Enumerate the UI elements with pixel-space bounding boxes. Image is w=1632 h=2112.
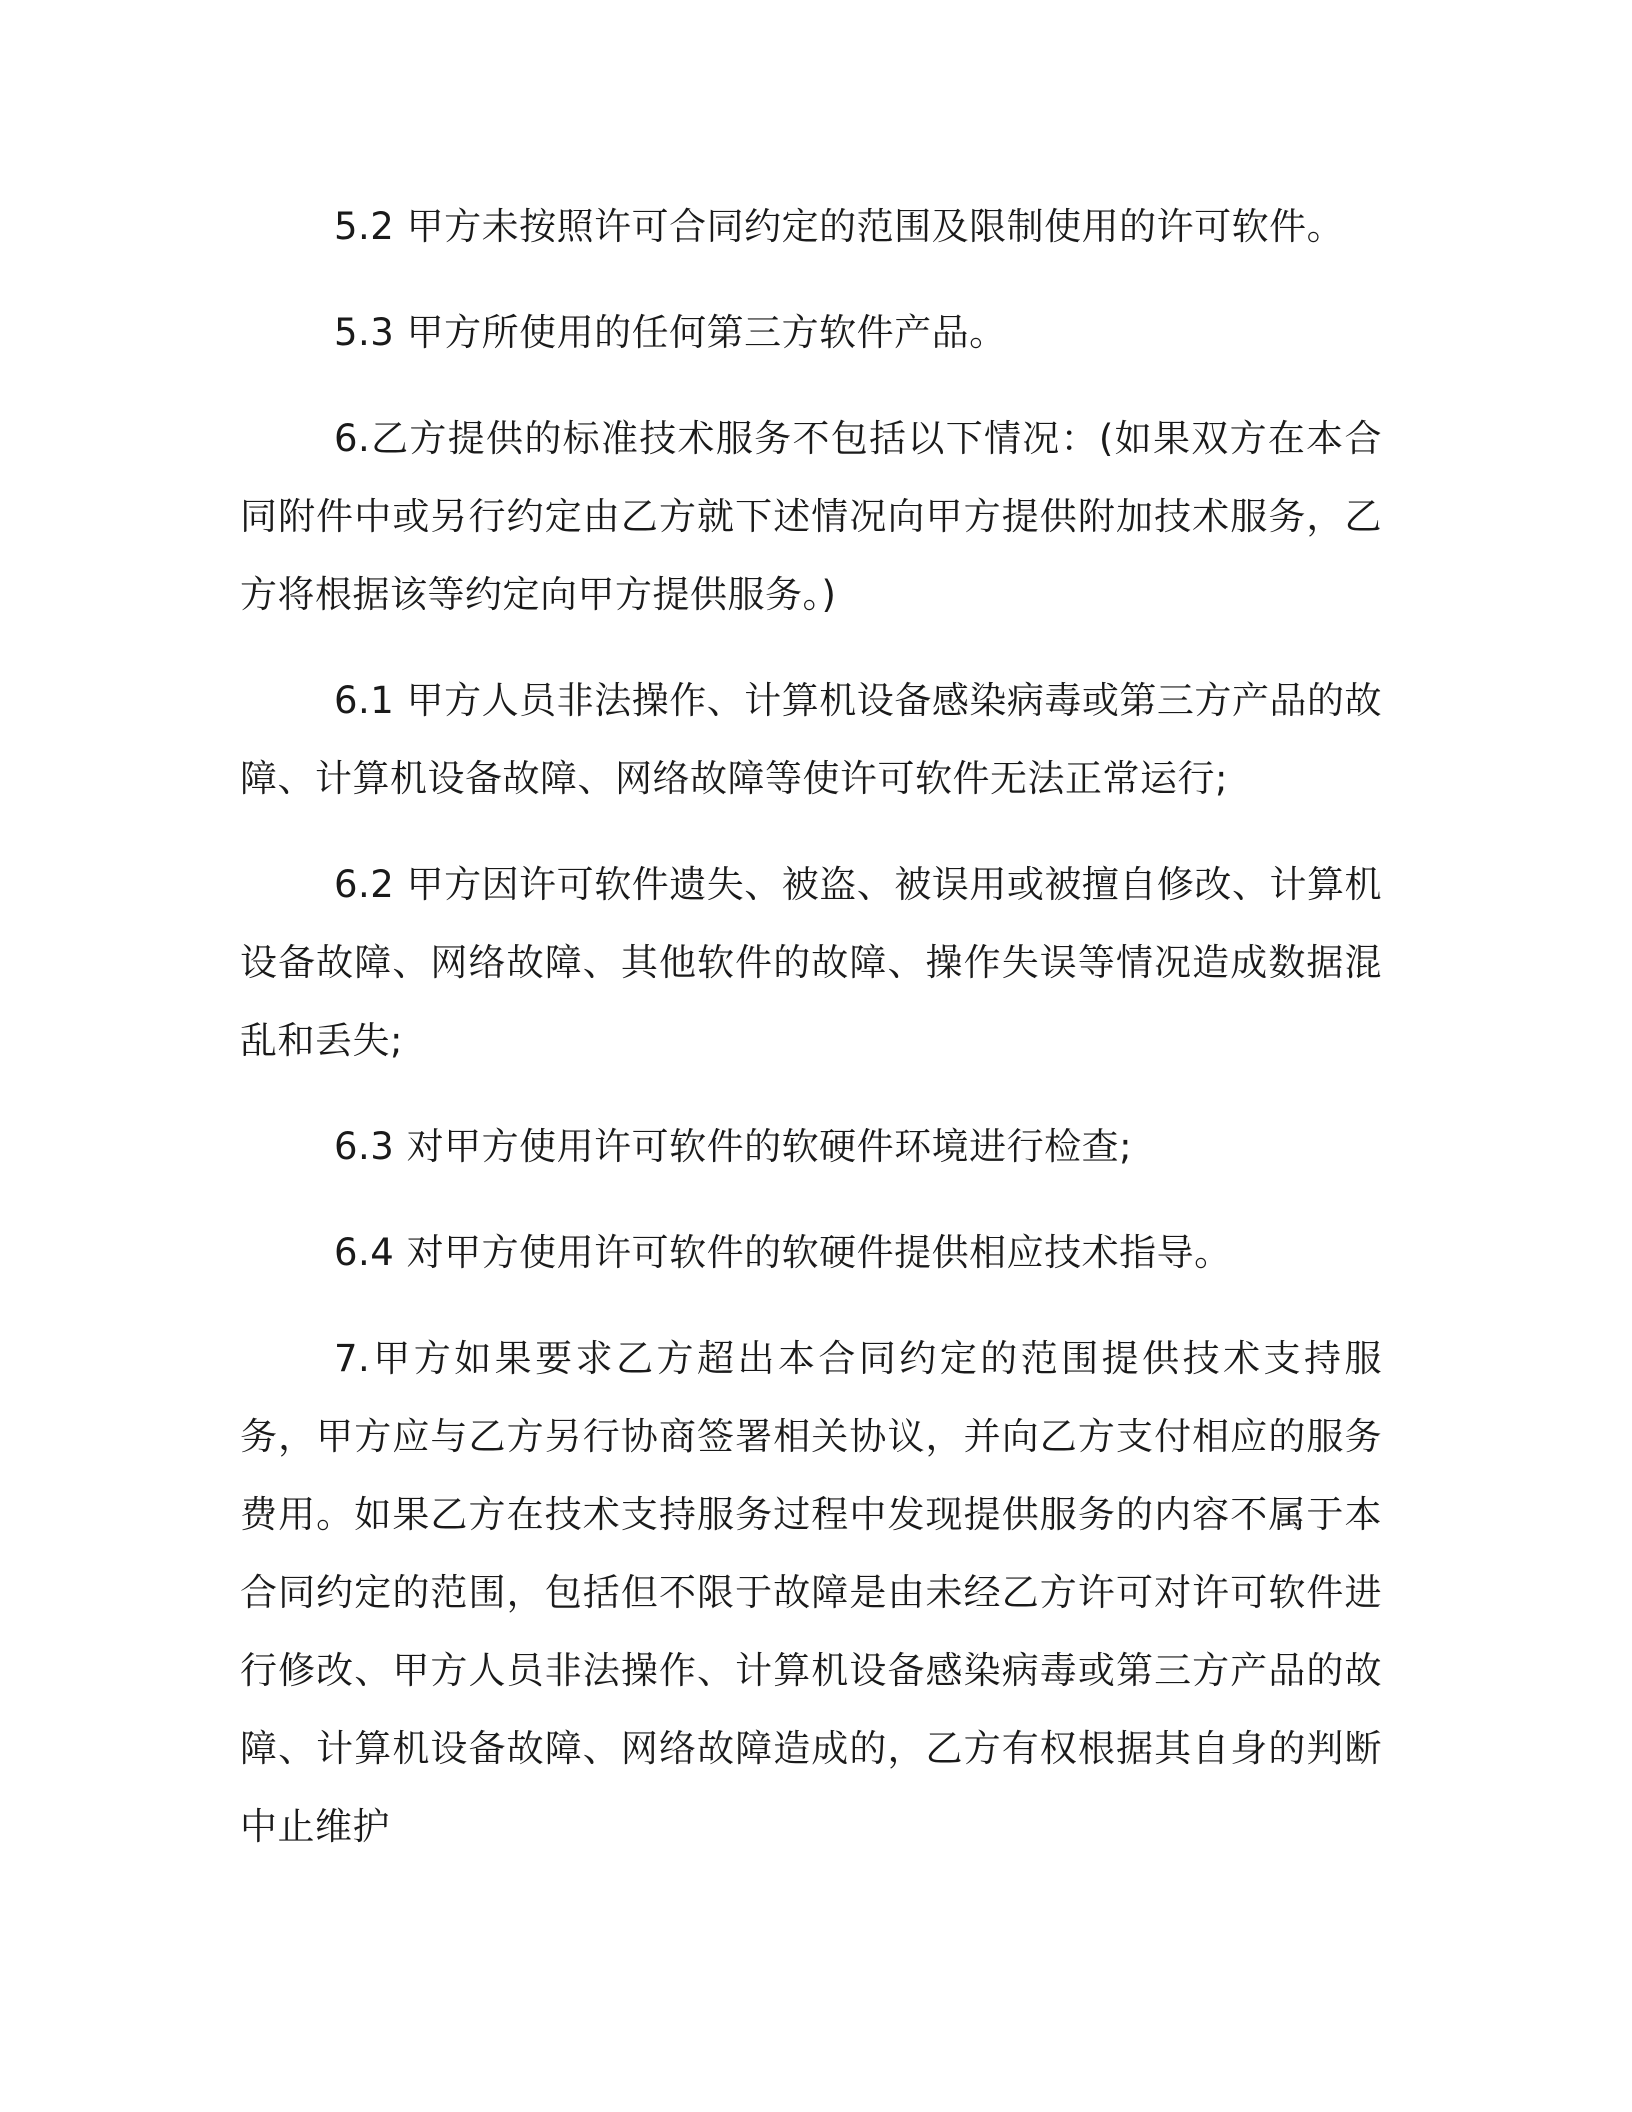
paragraph-6-3: 6.3 对甲方使用许可软件的软硬件环境进行检查; <box>334 1125 1133 1168</box>
paragraph-5-2: 5.2 甲方未按照许可合同约定的范围及限制使用的许可软件。 <box>334 205 1345 248</box>
paragraph-6: 6.乙方提供的标准技术服务不包括以下情况：(如果双方在本合同附件中或另行约定由乙方就下述情况向甲方提供附加技术服务，乙方将根据该等约定向甲方提供服务。) <box>240 417 1382 616</box>
document-body <box>240 188 1382 1866</box>
paragraph-6-1: 6.1 甲方人员非法操作、计算机设备感染病毒或第三方产品的故障、计算机设备故障、网络故障等使许可软件无法正常运行; <box>240 679 1382 800</box>
paragraph-7: 7.甲方如果要求乙方超出本合同约定的范围提供技术支持服务，甲方应与乙方另行协商签署相关协议，并向乙方支付相应的服务费用。如果乙方在技术支持服务过程中发现提供服务的内容不属于本合同约定的范围，包括但不限于故障是由未经乙方许可对许可软件进行修改、甲方人员非法操作、计算机设备感染病毒或第三方产品的故障、计算机设备故障、网络故障造成的，乙方有权根据其自身的判断中止维护 <box>240 1337 1382 1848</box>
paragraph-5-3: 5.3 甲方所使用的任何第三方软件产品。 <box>334 311 1007 354</box>
paragraph-6-4: 6.4 对甲方使用许可软件的软硬件提供相应技术指导。 <box>334 1231 1232 1274</box>
paragraph-6-2: 6.2 甲方因许可软件遗失、被盗、被误用或被擅自修改、计算机设备故障、网络故障、其他软件的故障、操作失误等情况造成数据混乱和丢失; <box>240 863 1382 1062</box>
